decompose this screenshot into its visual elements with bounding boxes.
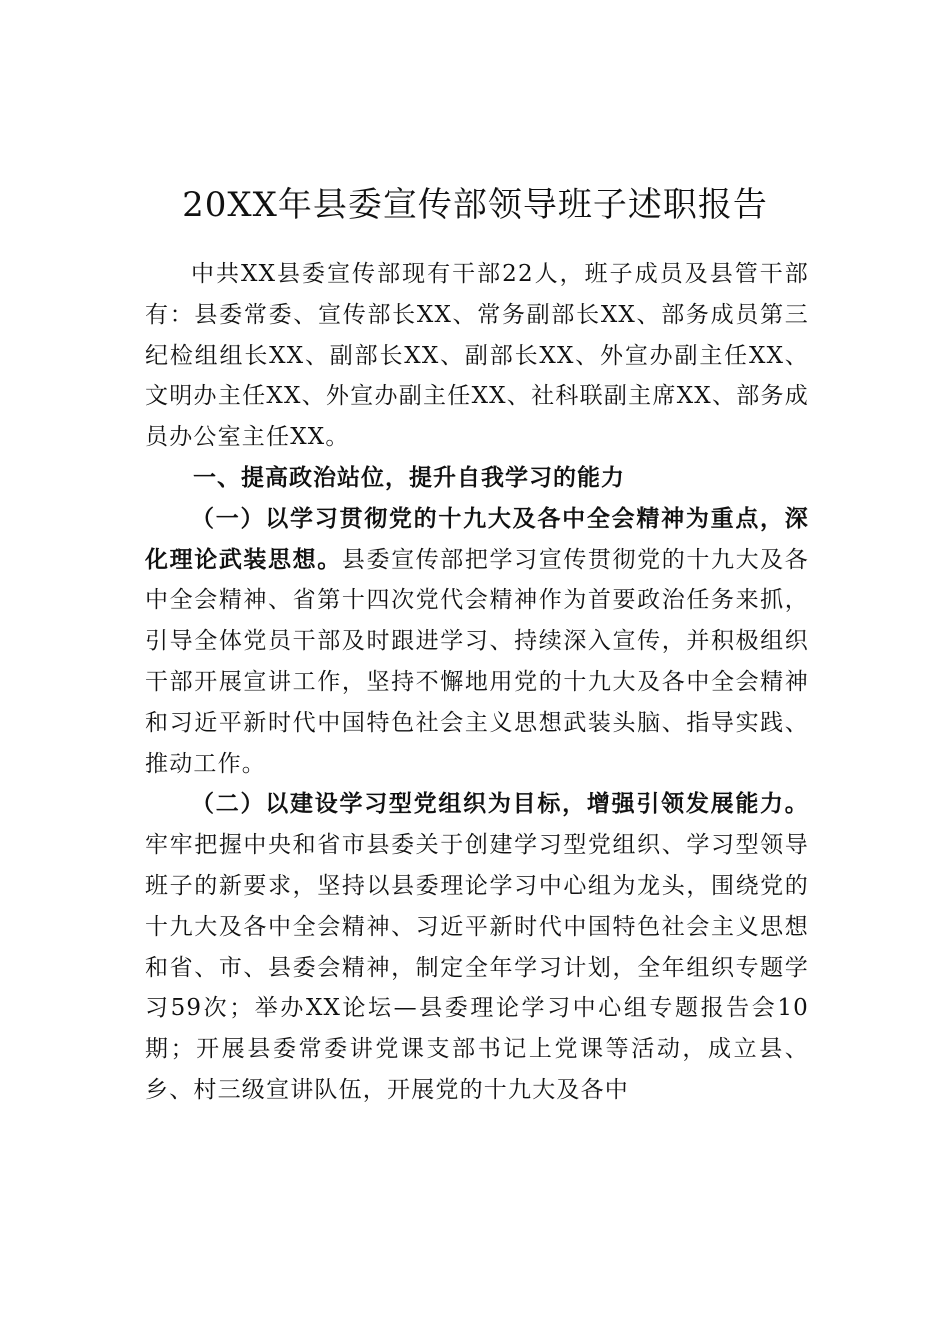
- section-heading-1: 一、提高政治站位，提升自我学习的能力: [193, 464, 625, 491]
- intro-paragraph: 中共XX县委宣传部现有干部22人，班子成员及县管干部有：县委常委、宣传部长XX、常务副部长XX、部务成员第三纪检组组长XX、副部长XX、副部长XX、外宣办副主任XX、文明办主任XX、外宣办副主任XX、社科联副主席XX、部务成员办公室主任XX。: [145, 261, 809, 451]
- item-text-2: 牢牢把握中央和省市县委关于创建学习型党组织、学习型领导班子的新要求，坚持以县委理论学习中心组为龙头，围绕党的十九大及各中全会精神、习近平新时代中国特色社会主义思想和省、市、县委会精神，制定全年学习计划，全年组织专题学习59次；举办XX论坛—县委理论学习中心组专题报告会10期；开展县委常委讲党课支部书记上党课等活动，成立县、乡、村三级宣讲队伍，开展党的十九大及各中: [145, 832, 809, 1103]
- item-paragraph-1: [145, 499, 809, 785]
- item-text-1: 县委宣传部把学习宣传贯彻党的十九大及各中全会精神、省第十四次党代会精神作为首要政治任务来抓，引导全体党员干部及时跟进学习、持续深入宣传，并积极组织干部开展宣讲工作，坚持不懈地用党的十九大及各中全会精神和习近平新时代中国特色社会主义思想武装头脑、指导实践、推动工作。: [145, 546, 809, 777]
- item-lead-1: （一）以学习贯彻党的十九大及各中全会精神为重点，深化理论武装思想。: [145, 504, 809, 573]
- document-title: 20XX年县委宣传部领导班子述职报告: [182, 184, 768, 225]
- item-paragraph-2: [145, 784, 809, 1110]
- document-body: [145, 254, 809, 1111]
- item-lead-2: （二）以建设学习型党组织为目标，增强引领发展能力。: [191, 790, 809, 818]
